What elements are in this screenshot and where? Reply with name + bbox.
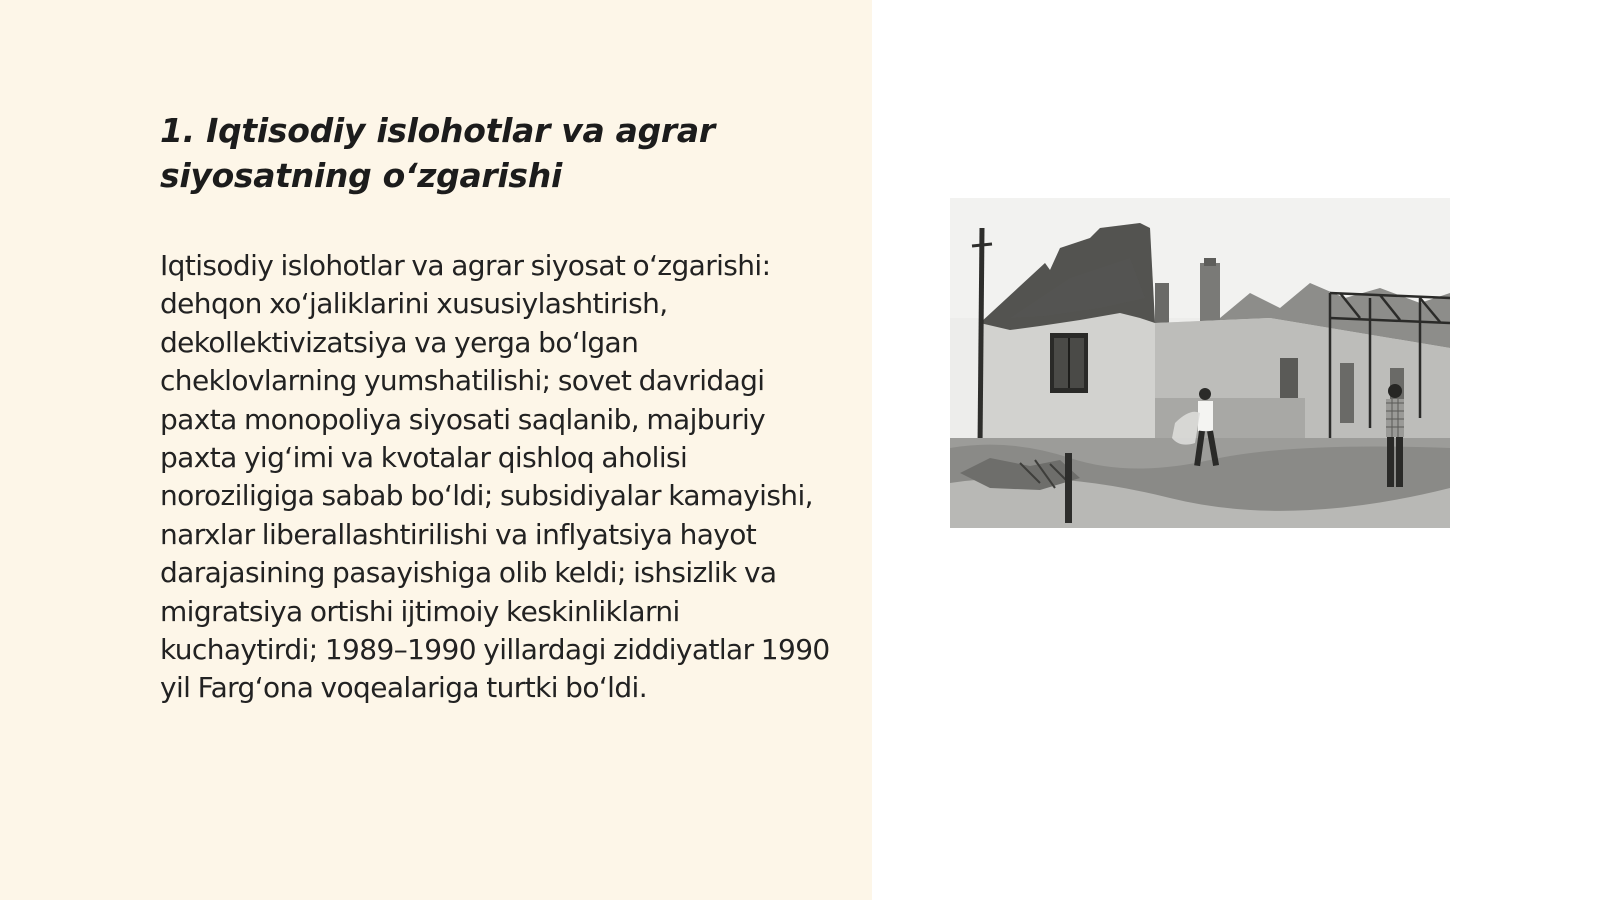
slide-body-text: Iqtisodiy islohotlar va agrar siyosat o‘zgarishi: dehqon xo‘jaliklarini xususiylashtirish, dekollektivizatsiya va yerga bo‘lgan cheklovlarning yumshatilishi; sovet davridagi paxta monopoliya siyosati saqlanib, majburiy paxta yig‘imi va kvotalar qishloq aholisi noroziligiga sabab bo‘ldi; subsidiyalar kamayishi, narxlar liberallashtirilishi va inflyatsiya hayot darajasining pasayishiga olib keldi; ishsizlik va migratsiya ortishi ijtimoiy keskinliklarni kuchaytirdi; 1989–1990 yillardagi ziddiyatlar 1990 yil Farg‘ona voqealariga turtki bo‘ldi. bbox=[160, 249, 830, 705]
slide-title: 1. Iqtisodiy islohotlar va agrar siyosatning o‘zgarishi bbox=[160, 111, 715, 195]
ruined-house-photo bbox=[950, 198, 1450, 528]
